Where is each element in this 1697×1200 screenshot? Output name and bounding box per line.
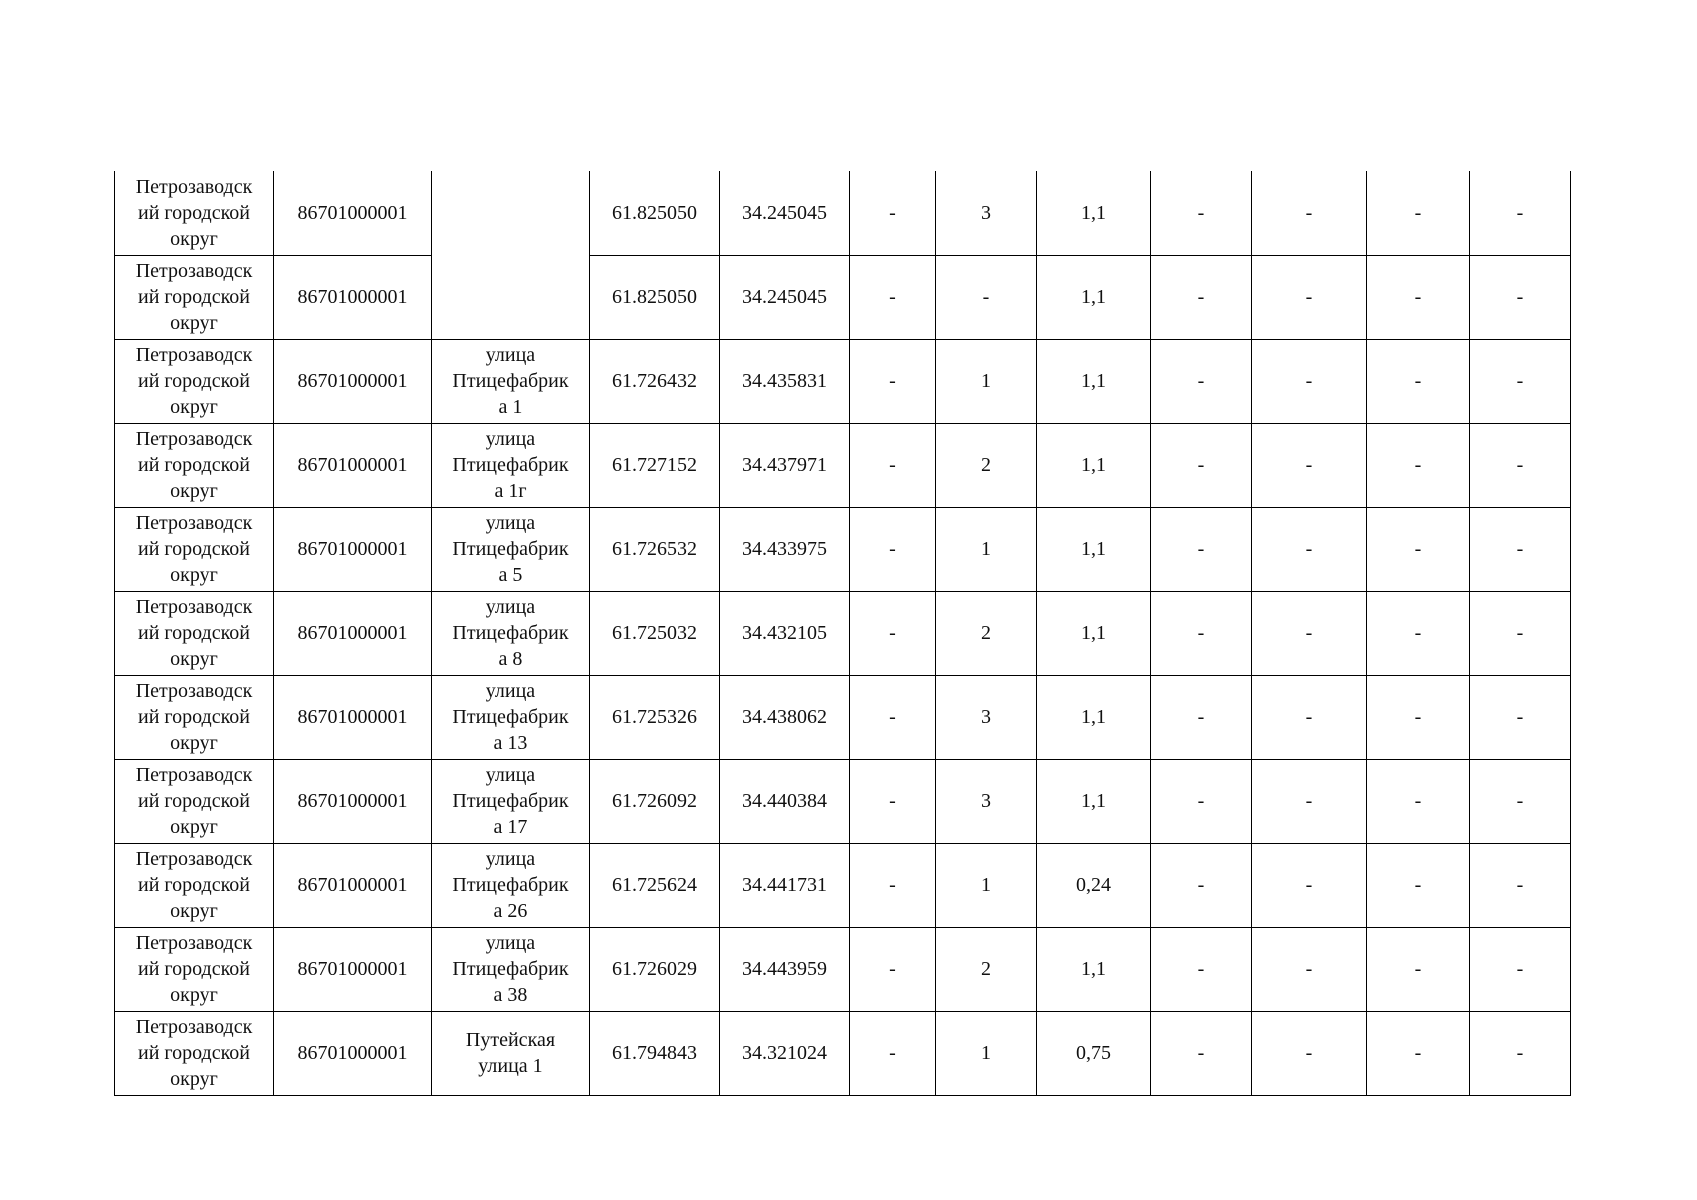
cell-longitude: 34.438062 [720,675,850,759]
cell-latitude: 61.825050 [590,171,720,255]
cell-latitude: 61.725326 [590,675,720,759]
cell-latitude: 61.725624 [590,843,720,927]
cell-col-12: - [1470,507,1571,591]
cell-latitude: 61.726092 [590,759,720,843]
cell-latitude: 61.794843 [590,1011,720,1095]
cell-longitude: 34.435831 [720,339,850,423]
table-row [115,843,1571,927]
cell-col-9: - [1151,255,1252,339]
table-row [115,507,1571,591]
table-row [115,1011,1571,1095]
cell-oktmo: 86701000001 [274,843,432,927]
cell-col-10: - [1252,339,1367,423]
cell-col-8: 0,24 [1037,843,1151,927]
cell-col-6: - [850,675,936,759]
cell-oktmo: 86701000001 [274,759,432,843]
cell-col-9: - [1151,591,1252,675]
cell-longitude: 34.432105 [720,591,850,675]
cell-col-7: 1 [936,843,1037,927]
cell-col-9: - [1151,759,1252,843]
cell-col-7: 3 [936,759,1037,843]
cell-col-11: - [1367,591,1470,675]
cell-col-6: - [850,339,936,423]
cell-district: Петрозаводск ий городской округ [115,507,274,591]
cell-col-11: - [1367,255,1470,339]
cell-oktmo: 86701000001 [274,1011,432,1095]
cell-col-7: 2 [936,423,1037,507]
cell-col-7: 1 [936,507,1037,591]
cell-col-12: - [1470,843,1571,927]
cell-district: Петрозаводск ий городской округ [115,423,274,507]
waste-sites-table [114,171,1571,1096]
cell-col-10: - [1252,507,1367,591]
cell-address: улица Птицефабрик а 5 [432,507,590,591]
cell-oktmo: 86701000001 [274,423,432,507]
cell-col-11: - [1367,339,1470,423]
cell-col-12: - [1470,339,1571,423]
cell-col-6: - [850,423,936,507]
cell-col-9: - [1151,843,1252,927]
cell-oktmo: 86701000001 [274,927,432,1011]
cell-oktmo: 86701000001 [274,591,432,675]
cell-col-7: 3 [936,171,1037,255]
cell-col-7: 2 [936,591,1037,675]
cell-col-11: - [1367,1011,1470,1095]
cell-longitude: 34.433975 [720,507,850,591]
cell-district: Петрозаводск ий городской округ [115,591,274,675]
cell-district: Петрозаводск ий городской округ [115,675,274,759]
cell-longitude: 34.440384 [720,759,850,843]
cell-col-10: - [1252,927,1367,1011]
cell-longitude: 34.245045 [720,255,850,339]
cell-col-11: - [1367,675,1470,759]
cell-longitude: 34.437971 [720,423,850,507]
table-row [115,255,1571,339]
cell-col-6: - [850,927,936,1011]
cell-oktmo: 86701000001 [274,339,432,423]
cell-col-6: - [850,843,936,927]
cell-col-9: - [1151,507,1252,591]
cell-col-10: - [1252,591,1367,675]
cell-col-7: 2 [936,927,1037,1011]
cell-col-12: - [1470,171,1571,255]
cell-address: улица Птицефабрик а 17 [432,759,590,843]
table-row [115,927,1571,1011]
cell-latitude: 61.726432 [590,339,720,423]
cell-col-9: - [1151,339,1252,423]
cell-col-8: 1,1 [1037,171,1151,255]
table-row [115,759,1571,843]
cell-col-11: - [1367,927,1470,1011]
cell-col-12: - [1470,255,1571,339]
cell-col-10: - [1252,255,1367,339]
cell-col-7: 1 [936,1011,1037,1095]
cell-address: Путейская улица 1 [432,1011,590,1095]
cell-col-11: - [1367,759,1470,843]
cell-col-8: 1,1 [1037,507,1151,591]
cell-col-10: - [1252,675,1367,759]
cell-oktmo: 86701000001 [274,675,432,759]
cell-col-8: 1,1 [1037,255,1151,339]
cell-longitude: 34.441731 [720,843,850,927]
table-row [115,339,1571,423]
cell-col-10: - [1252,843,1367,927]
cell-col-8: 1,1 [1037,591,1151,675]
cell-oktmo: 86701000001 [274,255,432,339]
cell-col-6: - [850,759,936,843]
table-body [115,171,1571,1095]
cell-address: улица Птицефабрик а 1г [432,423,590,507]
cell-col-10: - [1252,759,1367,843]
cell-latitude: 61.726532 [590,507,720,591]
cell-district: Петрозаводск ий городской округ [115,927,274,1011]
cell-latitude: 61.725032 [590,591,720,675]
cell-col-8: 0,75 [1037,1011,1151,1095]
cell-district: Петрозаводск ий городской округ [115,171,274,255]
cell-col-6: - [850,591,936,675]
cell-col-12: - [1470,423,1571,507]
cell-district: Петрозаводск ий городской округ [115,759,274,843]
cell-address: улица Птицефабрик а 1 [432,339,590,423]
cell-latitude: 61.726029 [590,927,720,1011]
cell-address: улица Птицефабрик а 38 [432,927,590,1011]
cell-col-11: - [1367,423,1470,507]
cell-col-10: - [1252,1011,1367,1095]
cell-col-11: - [1367,843,1470,927]
cell-col-9: - [1151,675,1252,759]
cell-col-6: - [850,507,936,591]
cell-oktmo: 86701000001 [274,507,432,591]
cell-col-11: - [1367,171,1470,255]
cell-longitude: 34.245045 [720,171,850,255]
cell-col-6: - [850,255,936,339]
cell-oktmo: 86701000001 [274,171,432,255]
cell-district: Петрозаводск ий городской округ [115,339,274,423]
cell-address [432,171,590,339]
cell-col-6: - [850,171,936,255]
cell-col-12: - [1470,591,1571,675]
cell-col-6: - [850,1011,936,1095]
cell-address: улица Птицефабрик а 26 [432,843,590,927]
cell-address: улица Птицефабрик а 13 [432,675,590,759]
cell-col-8: 1,1 [1037,675,1151,759]
cell-col-7: 3 [936,675,1037,759]
cell-col-12: - [1470,675,1571,759]
cell-col-11: - [1367,507,1470,591]
table-row [115,171,1571,255]
cell-col-9: - [1151,171,1252,255]
cell-district: Петрозаводск ий городской округ [115,255,274,339]
table-row [115,675,1571,759]
table-row [115,591,1571,675]
cell-col-7: 1 [936,339,1037,423]
cell-col-9: - [1151,1011,1252,1095]
cell-col-12: - [1470,759,1571,843]
cell-col-8: 1,1 [1037,339,1151,423]
cell-col-8: 1,1 [1037,423,1151,507]
cell-address: улица Птицефабрик а 8 [432,591,590,675]
table-row [115,423,1571,507]
cell-longitude: 34.443959 [720,927,850,1011]
cell-district: Петрозаводск ий городской округ [115,843,274,927]
cell-col-8: 1,1 [1037,927,1151,1011]
cell-col-7: - [936,255,1037,339]
cell-col-10: - [1252,423,1367,507]
cell-col-9: - [1151,927,1252,1011]
cell-district: Петрозаводск ий городской округ [115,1011,274,1095]
cell-col-12: - [1470,927,1571,1011]
cell-latitude: 61.727152 [590,423,720,507]
cell-col-10: - [1252,171,1367,255]
cell-latitude: 61.825050 [590,255,720,339]
cell-col-8: 1,1 [1037,759,1151,843]
cell-col-9: - [1151,423,1252,507]
cell-col-12: - [1470,1011,1571,1095]
cell-longitude: 34.321024 [720,1011,850,1095]
